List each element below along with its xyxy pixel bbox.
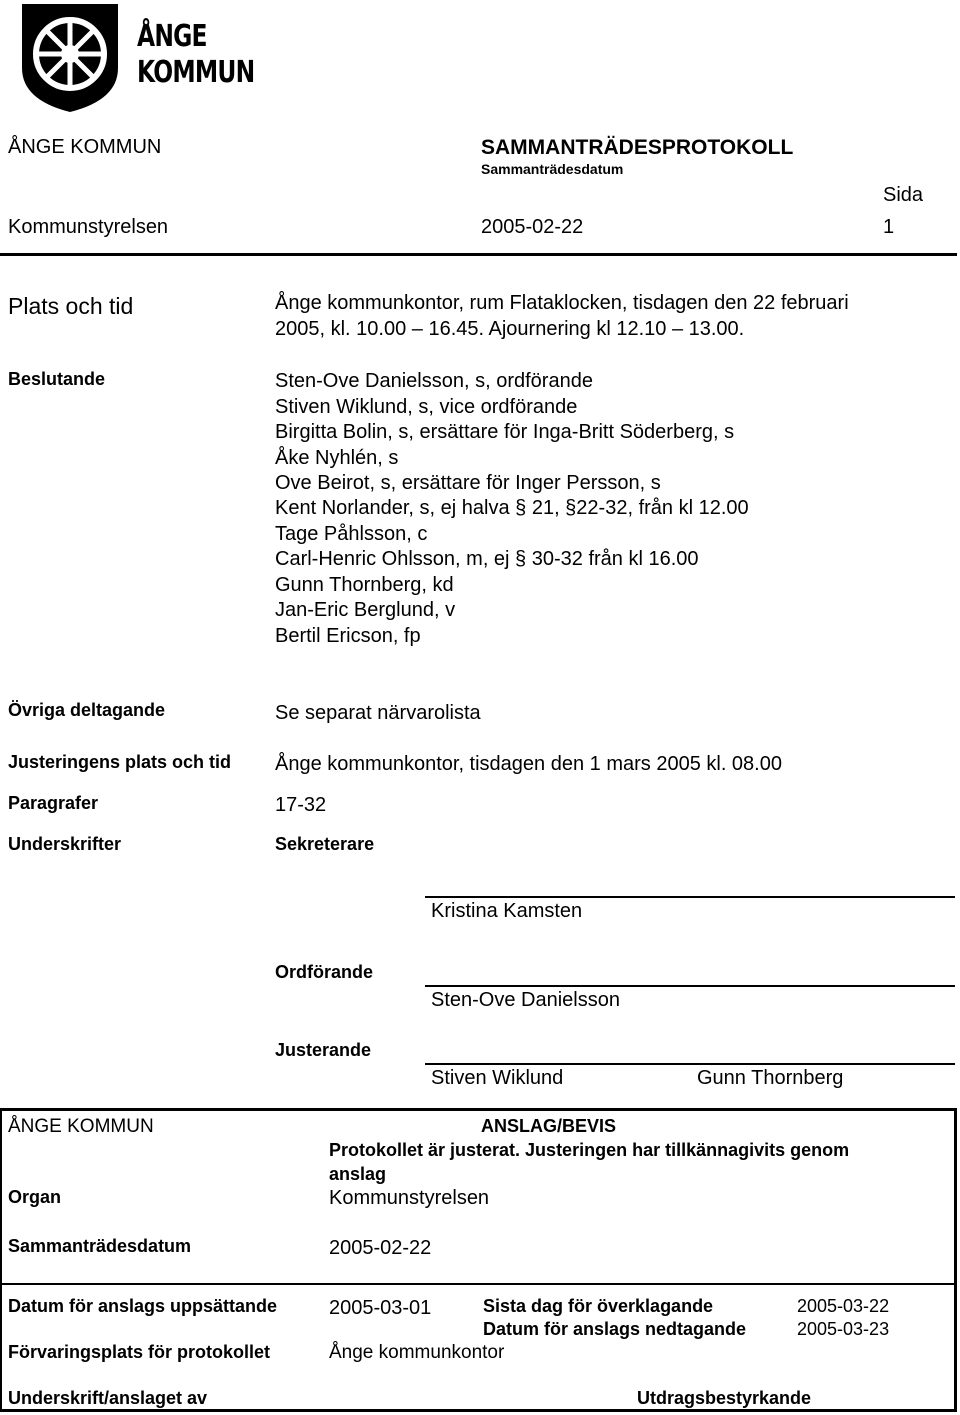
notice-statement-1: Protokollet är justerat. Justeringen har tillkännagivits genom <box>329 1140 850 1160</box>
others-value: Se separat närvarolista <box>275 702 481 724</box>
storage-value: Ånge kommunkontor <box>329 1342 505 1363</box>
adjuster-1-name: Stiven Wiklund <box>431 1067 564 1089</box>
deciding-member: Jan-Eric Berglund, v <box>275 599 456 621</box>
appeal-value: 2005-03-22 <box>797 1296 890 1316</box>
logo-text-ange: ÅNGE <box>137 19 207 54</box>
place-label: Plats och tid <box>8 293 134 319</box>
posted-value: 2005-03-01 <box>329 1297 432 1319</box>
adjuster-2-name: Gunn Thornberg <box>697 1067 844 1089</box>
notice-divider <box>0 1283 957 1285</box>
header-body: Kommunstyrelsen <box>8 216 169 238</box>
adjusters-signature-line <box>425 1063 955 1065</box>
deciding-member: Gunn Thornberg, kd <box>275 574 454 596</box>
deciding-member: Kent Norlander, s, ej halva § 21, §22-32, från kl 12.00 <box>275 497 749 519</box>
signed-label: Underskrift/anslaget av <box>8 1388 208 1408</box>
deciding-member: Stiven Wiklund, s, vice ordförande <box>275 396 578 418</box>
deciding-member: Carl-Henric Ohlsson, m, ej § 30-32 från kl 16.00 <box>275 548 699 570</box>
logo-text-kommun: KOMMUN <box>137 55 255 90</box>
organ-label: Organ <box>8 1187 62 1207</box>
page-label: Sida <box>883 184 924 206</box>
removed-value: 2005-03-23 <box>797 1319 890 1339</box>
posted-label: Datum för anslags uppsättande <box>8 1296 278 1316</box>
adjust-label: Justeringens plats och tid <box>8 752 232 772</box>
header-date: 2005-02-22 <box>481 216 584 238</box>
extract-label: Utdragsbestyrkande <box>637 1388 812 1408</box>
deciding-member: Ove Beirot, s, ersättare för Inger Persson, s <box>275 472 661 494</box>
chair-label: Ordförande <box>275 962 374 982</box>
storage-label: Förvaringsplats för protokollet <box>8 1342 271 1362</box>
meeting-date-label: Sammanträdesdatum <box>8 1236 192 1256</box>
deciding-label: Beslutande <box>8 369 106 389</box>
others-label: Övriga deltagande <box>8 700 166 720</box>
page-number: 1 <box>883 216 895 238</box>
doc-type-title: SAMMANTRÄDESPROTOKOLL <box>481 136 794 159</box>
deciding-member: Tage Påhlsson, c <box>275 523 428 545</box>
meeting-date-value: 2005-02-22 <box>329 1237 432 1259</box>
deciding-member: Sten-Ove Danielsson, s, ordförande <box>275 370 593 392</box>
chair-name: Sten-Ove Danielsson <box>431 989 620 1011</box>
deciding-member: Bertil Ericson, fp <box>275 625 421 647</box>
header-org: ÅNGE KOMMUN <box>8 136 162 158</box>
secretary-signature-line <box>425 896 955 898</box>
paragraphs-label: Paragrafer <box>8 793 99 813</box>
place-line-2: 2005, kl. 10.00 – 16.45. Ajournering kl 12.10 – 13.00. <box>275 318 745 340</box>
signatures-label: Underskrifter <box>8 834 122 854</box>
secretary-label: Sekreterare <box>275 834 375 854</box>
date-label: Sammanträdesdatum <box>481 161 624 177</box>
notice-title: ANSLAG/BEVIS <box>481 1116 617 1136</box>
deciding-member: Birgitta Bolin, s, ersättare för Inga-Britt Söderberg, s <box>275 421 735 443</box>
appeal-label: Sista dag för överklagande <box>483 1296 714 1316</box>
adjusters-label: Justerande <box>275 1040 372 1060</box>
paragraphs-value: 17-32 <box>275 794 327 816</box>
deciding-member: Åke Nyhlén, s <box>275 447 399 469</box>
notice-org: ÅNGE KOMMUN <box>8 1116 154 1137</box>
header-divider <box>0 253 957 256</box>
removed-label: Datum för anslags nedtagande <box>483 1319 747 1339</box>
place-line-1: Ånge kommunkontor, rum Flataklocken, tisdagen den 22 februari <box>275 292 849 314</box>
notice-statement-2: anslag <box>329 1164 387 1184</box>
chair-signature-line <box>425 985 955 987</box>
secretary-name: Kristina Kamsten <box>431 900 583 922</box>
wheel-emblem-icon <box>20 2 120 114</box>
organ-value: Kommunstyrelsen <box>329 1187 490 1209</box>
adjust-value: Ånge kommunkontor, tisdagen den 1 mars 2005 kl. 08.00 <box>275 753 782 775</box>
